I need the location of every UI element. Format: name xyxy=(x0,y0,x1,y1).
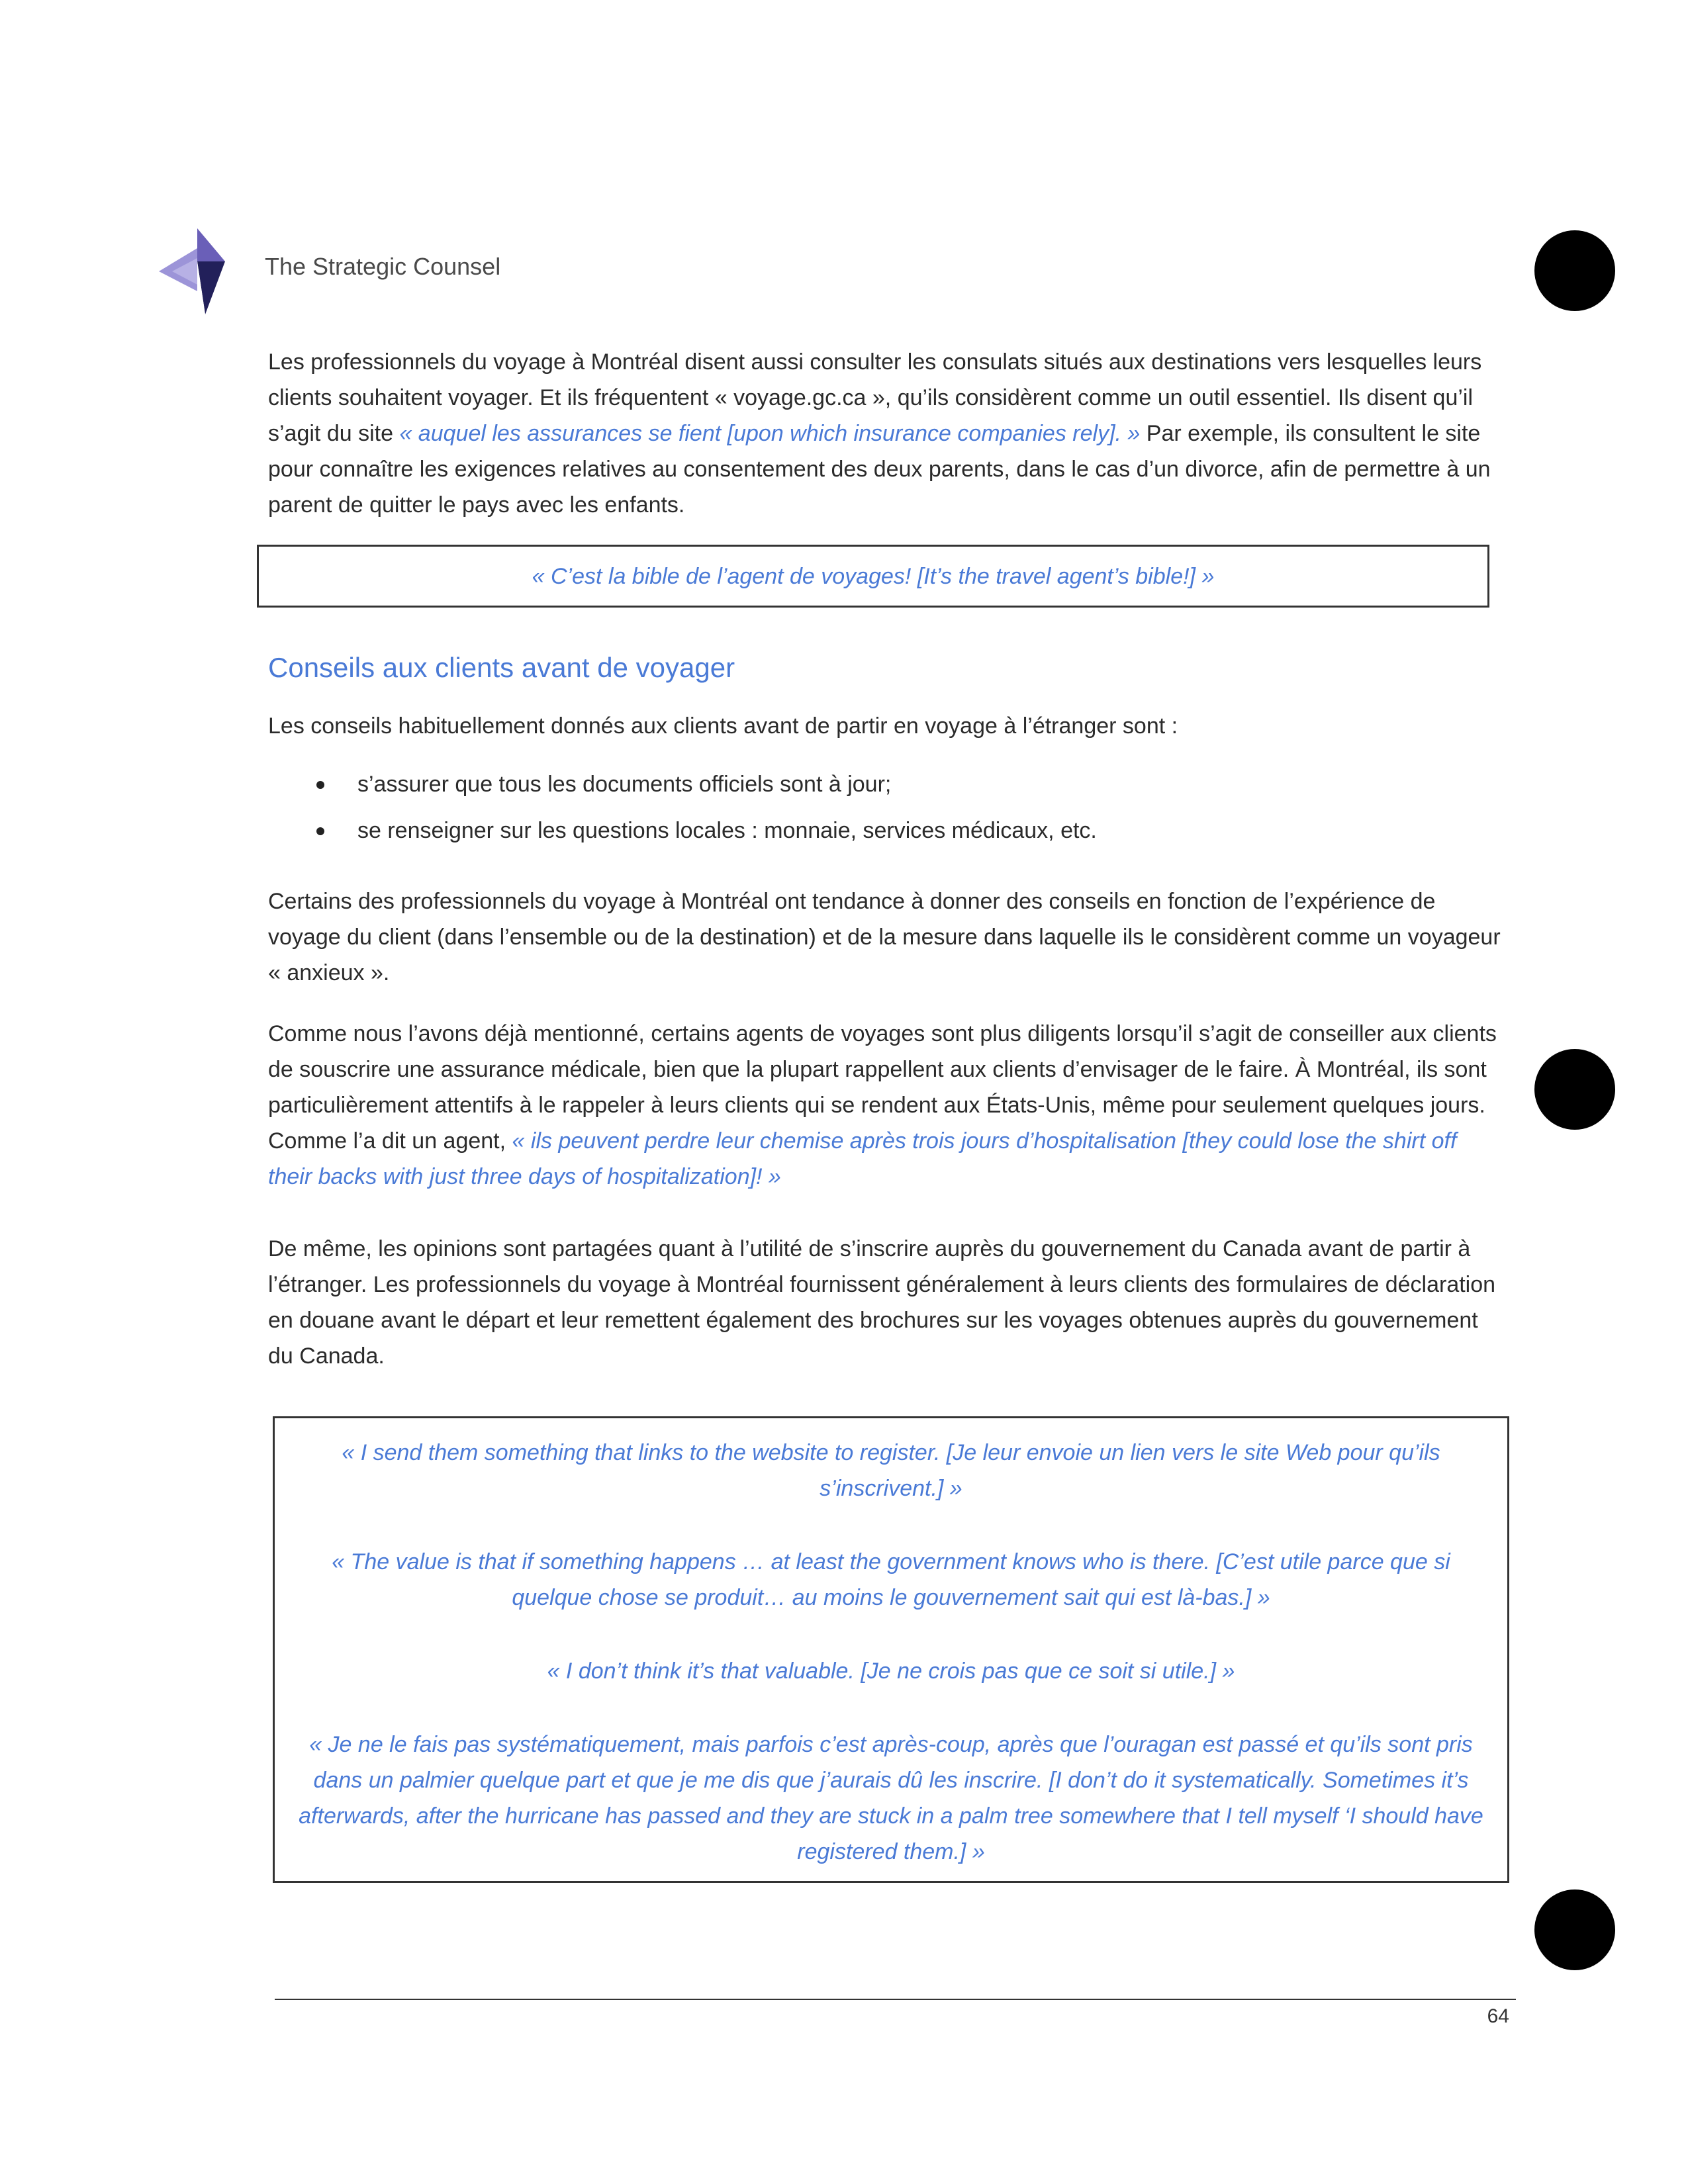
intro-text-continued: Par exemple, ils consultent le site pour connaître les exigences relatives au consentement des deux parents, dans le cas d’un divorce, afin de permettre à un parent de quitter le pays avec les enfants. xyxy=(268,421,1491,518)
callout-quote: « Je ne le fais pas systématiquement, mais parfois c’est après-coup, après que l’ouragan est passé et qu’ils sont pris dans un palmier quelque part et que je me dis que j’aurais dû les inscrire. [I don’t do it systematically. Sometimes it’s afterwards, after the hurricane has passed and they are stuck in a palm tree somewhere that I tell myself ‘I should have registered them.] » xyxy=(299,1732,1483,1864)
callout-quote: « C’est la bible de l’agent de voyages! [It’s the travel agent’s bible!] » xyxy=(532,564,1215,589)
section-lead: Les conseils habituellement donnés aux clients avant de partir en voyage à l’étranger sont : xyxy=(268,713,1178,739)
punch-hole xyxy=(1534,1889,1615,1970)
callout-quote: « The value is that if something happens … at least the government knows who is there. [C’est utile parce que si quelque chose se produit… au moins le gouvernement sait qui est là-bas.] » xyxy=(332,1549,1450,1610)
footer-rule xyxy=(275,1999,1516,2000)
brand-name: The Strategic Counsel xyxy=(265,253,501,280)
callout-quote: « I send them something that links to the website to register. [Je leur envoie un lien vers le site Web pour qu’ils s’inscrivent.] » xyxy=(342,1440,1440,1501)
callout-quotes-box xyxy=(273,1416,1509,1883)
punch-hole xyxy=(1534,1049,1615,1130)
list-item: s’assurer que tous les documents officiels sont à jour; xyxy=(305,761,1097,807)
paragraph-experience: Certains des professionnels du voyage à Montréal ont tendance à donner des conseils en fonction de l’expérience de voyage du client (dans l’ensemble ou de la destination) et de la mesure dans laquelle ils le considèrent comme un voyageur « anxieux ». xyxy=(268,889,1501,985)
intro-text: Les professionnels du voyage à Montréal disent aussi consulter les consulats situés aux destinations vers lesquelles leurs clients souhaitent voyager. Et ils fréquentent « voyage.gc.ca », qu’ils considèrent comme un outil essentiel. Ils disent qu’il s’agit du site xyxy=(268,349,1482,446)
insurance-quote: « ils peuvent perdre leur chemise après trois jours d’hospitalisation [they could lose the shirt off their backs with just three days of hospitalization]! » xyxy=(268,1128,1457,1189)
intro-quote: « auquel les assurances se fient [upon which insurance companies rely]. » xyxy=(399,421,1141,446)
intro-paragraph xyxy=(268,344,1506,523)
paragraph-registration: De même, les opinions sont partagées quant à l’utilité de s’inscrire auprès du gouvernement du Canada avant de partir à l’étranger. Les professionnels du voyage à Montréal fournissent généralement à leurs clients des formulaires de déclaration en douane avant le départ et leur remettent également des brochures sur les voyages obtenues auprès du gouvernement du Canada. xyxy=(268,1236,1496,1369)
paragraph-insurance xyxy=(268,1016,1506,1195)
punch-hole xyxy=(1534,230,1615,311)
strategic-counsel-logo-icon xyxy=(159,228,225,314)
callout-quote: « I don’t think it’s that valuable. [Je ne crois pas que ce soit si utile.] » xyxy=(547,1659,1235,1684)
list-item: se renseigner sur les questions locales : monnaie, services médicaux, etc. xyxy=(305,807,1097,854)
section-heading: Conseils aux clients avant de voyager xyxy=(268,652,735,683)
insurance-text: Comme nous l’avons déjà mentionné, certains agents de voyages sont plus diligents lorsqu’il s’agit de conseiller aux clients de souscrire une assurance médicale, bien que la plupart rappellent aux clients d’envisager de le faire. À Montréal, ils sont particulièrement attentifs à le rappeler à leurs clients qui se rendent aux États-Unis, même pour seulement quelques jours. Comme l’a dit un agent, xyxy=(268,1021,1497,1154)
page-number: 64 xyxy=(1487,2005,1509,2027)
advice-list xyxy=(305,761,1097,854)
callout-quote-box xyxy=(257,545,1489,608)
